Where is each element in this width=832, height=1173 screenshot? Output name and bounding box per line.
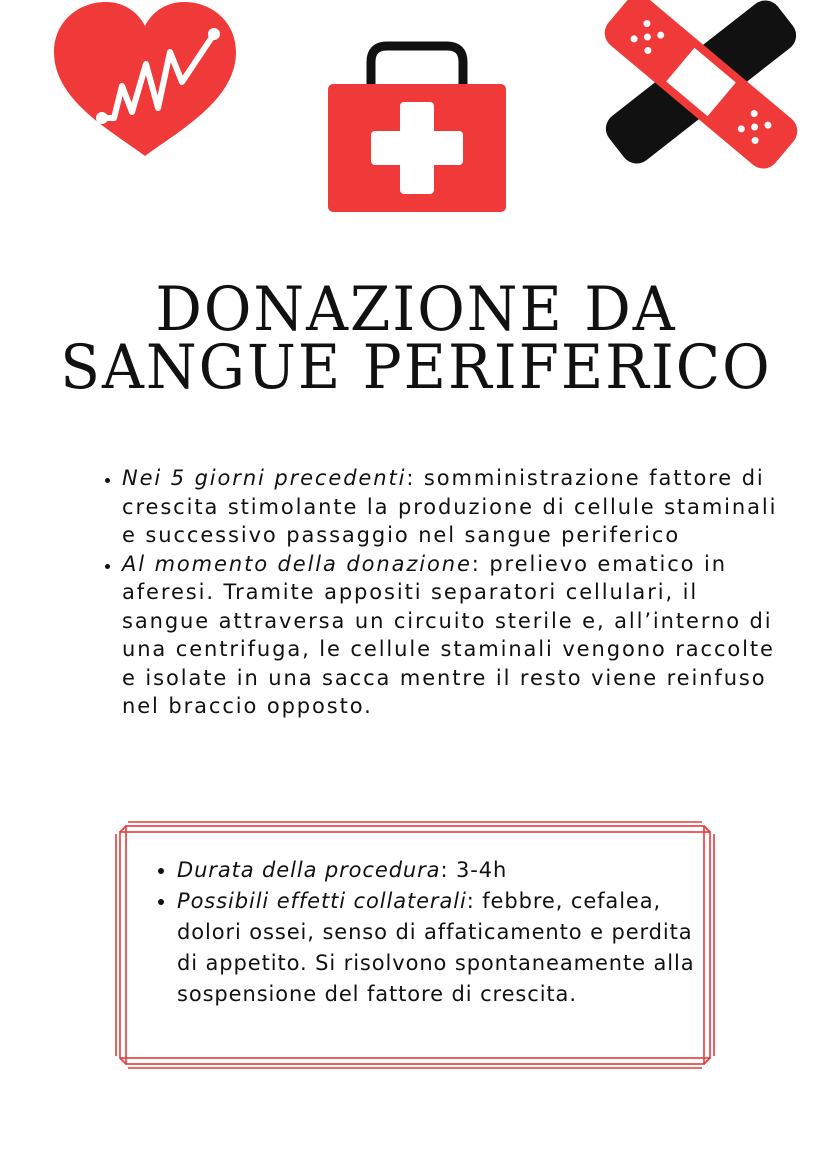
page-title [0,273,832,403]
list-item-text: : 3-4h [440,858,508,882]
list-item-text: : prelievo ematico in aferesi. Tramite appositi separatori cellulari, il sangue attraversa un circuito sterile e, all’interno di una centrifuga, le cellule staminali vengono raccolte e isolate in una sacca mentre il resto viene reinfuso nel braccio opposto. [122,551,775,718]
list-item-text: : somministrazione fattore di crescita stimolante la produzione di cellule staminali e successivo passaggio nel sangue periferico [122,466,778,547]
bandage-icon [596,0,806,170]
first-aid-kit-icon [326,40,508,215]
procedure-list [98,464,782,721]
side-info-list [153,855,697,1010]
title-line-1: DONAZIONE DA [155,273,677,345]
list-item [177,886,697,1010]
list-item-lead: Al momento della donazione [122,551,472,576]
title-line-2: SANGUE PERIFERICO [60,331,772,403]
list-item [122,464,782,550]
list-item-lead: Durata della procedura [177,858,441,882]
list-item-lead: Possibili effetti collaterali [177,889,467,913]
heart-pulse-icon [50,0,240,160]
list-item [177,855,697,886]
list-item-lead: Nei 5 giorni precedenti [122,466,407,490]
list-item [122,550,782,721]
list-item-text: : febbre, cefalea, dolori ossei, senso di affaticamento e perdita di appetito. Si risolvono spontaneamente alla sospensione del fattore di crescita. [177,889,695,1006]
